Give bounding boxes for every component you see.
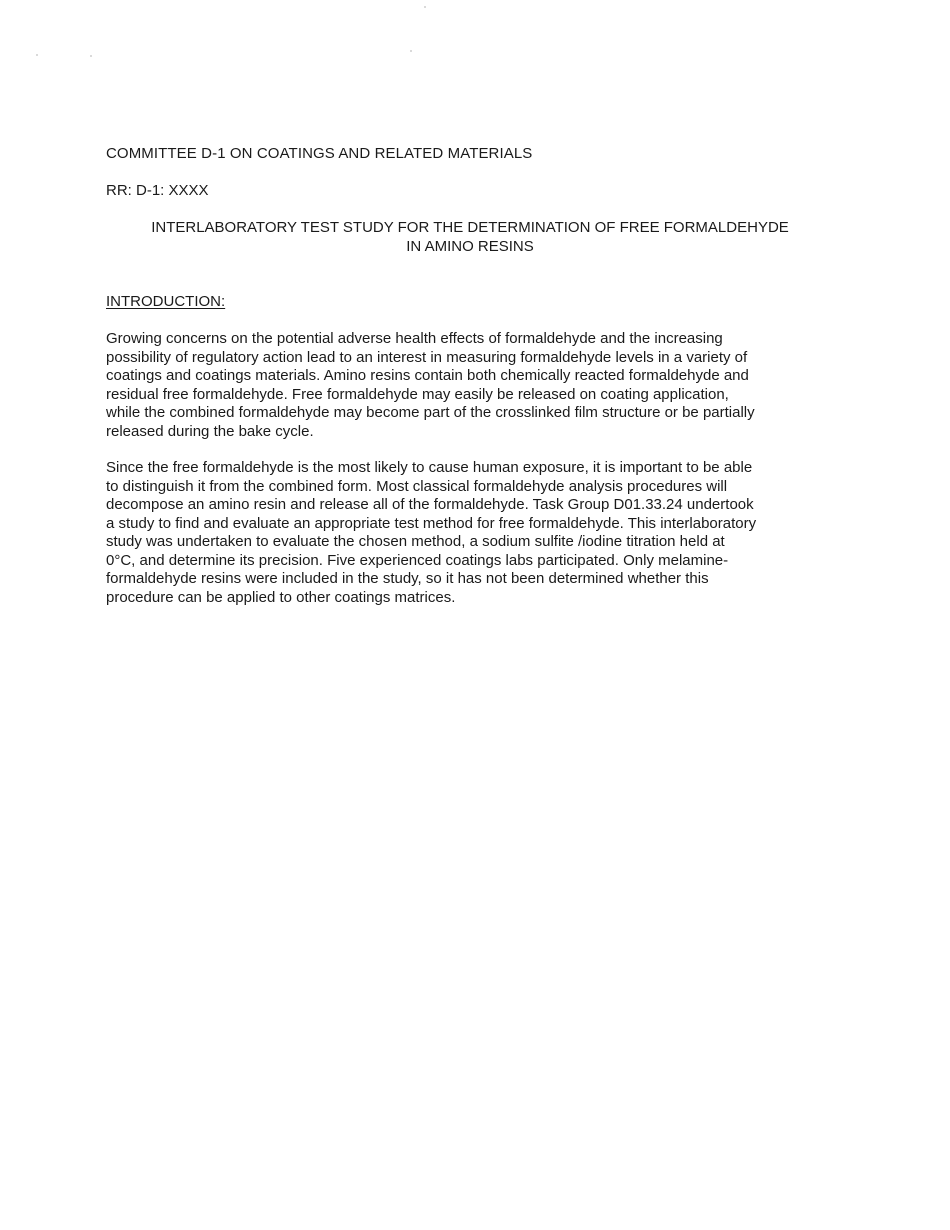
- introduction-paragraph-1: [106, 330, 834, 441]
- title-line-2: IN AMINO RESINS: [406, 238, 534, 255]
- paragraph-line: Growing concerns on the potential adverse health effects of formaldehyde and the increasing: [106, 330, 723, 347]
- scan-speck: [424, 6, 426, 8]
- paragraph-line: released during the bake cycle.: [106, 422, 314, 440]
- paragraph-line: while the combined formaldehyde may become part of the crosslinked film structure or be partially: [106, 404, 755, 421]
- paragraph-line: a study to find and evaluate an appropriate test method for free formaldehyde. This interlaboratory: [106, 514, 757, 532]
- paragraph-line: to distinguish it from the combined form. Most classical formaldehyde analysis procedures will: [106, 477, 728, 495]
- paragraph-line: procedure can be applied to other coatings matrices.: [106, 588, 456, 606]
- title-line-1: INTERLABORATORY TEST STUDY FOR THE DETERMINATION OF FREE FORMALDEHYDE: [151, 219, 789, 236]
- paragraph-line: 0°C, and determine its precision. Five experienced coatings labs participated. Only melamine-: [106, 551, 729, 569]
- paragraph-line: formaldehyde resins were included in the study, so it has not been determined whether this: [106, 570, 709, 587]
- document-title: [106, 218, 834, 256]
- committee-heading: COMMITTEE D-1 ON COATINGS AND RELATED MATERIALS: [106, 145, 533, 162]
- introduction-paragraph-2: [106, 459, 834, 607]
- paragraph-line: possibility of regulatory action lead to an interest in measuring formaldehyde levels in a variety of: [106, 348, 748, 366]
- scan-speck: [410, 50, 412, 52]
- paragraph-line: residual free formaldehyde. Free formaldehyde may easily be released on coating application,: [106, 385, 729, 403]
- scan-speck: [90, 55, 92, 57]
- introduction-heading: INTRODUCTION:: [106, 293, 226, 310]
- paragraph-line: Since the free formaldehyde is the most likely to cause human exposure, it is important to be able: [106, 459, 753, 476]
- paragraph-line: decompose an amino resin and release all of the formaldehyde. Task Group D01.33.24 undertook: [106, 496, 754, 513]
- paragraph-line: study was undertaken to evaluate the chosen method, a sodium sulfite /iodine titration held at: [106, 533, 725, 550]
- paragraph-line: coatings and coatings materials. Amino resins contain both chemically reacted formaldehyde and: [106, 367, 749, 384]
- scan-speck: [36, 54, 38, 56]
- report-reference: RR: D-1: XXXX: [106, 182, 209, 199]
